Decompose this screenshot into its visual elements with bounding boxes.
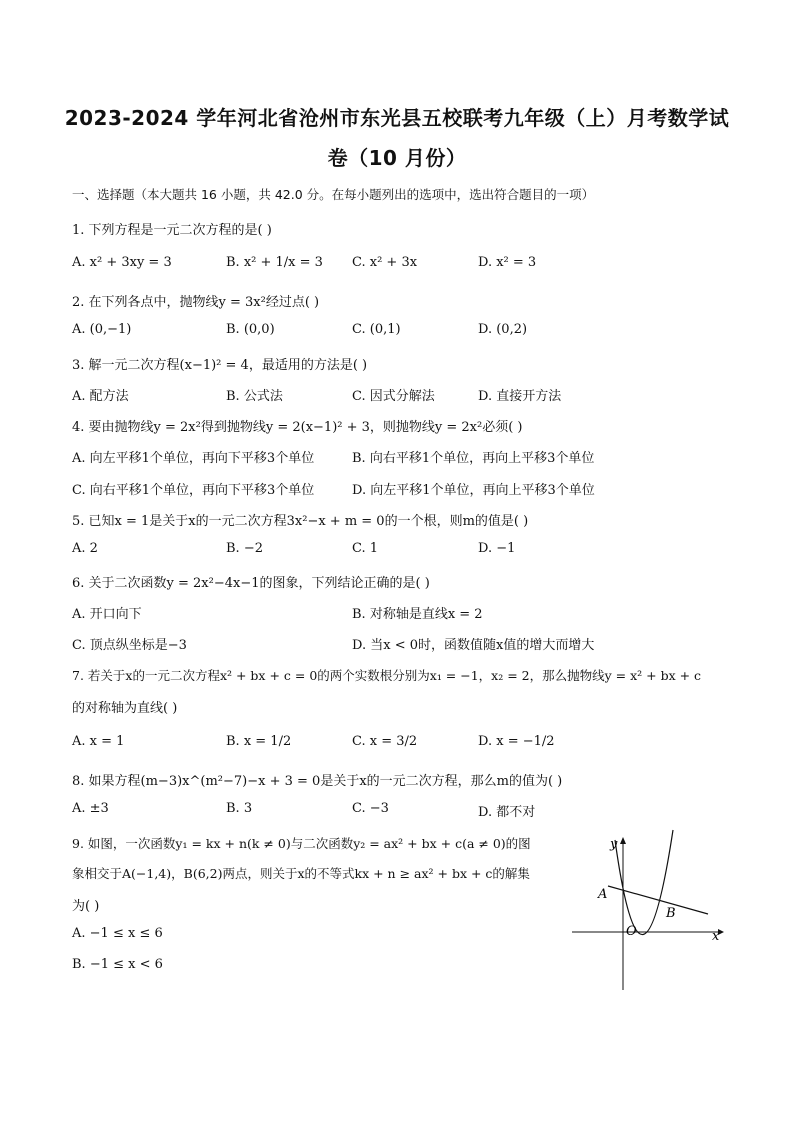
q6-option-d: D. 当x < 0时，函数值随x值的增大而增大 [352, 638, 595, 653]
question-9-cont1: 象相交于A(−1,4)，B(6,2)两点，则关于x的不等式kx + n ≥ ax² + bx + c的解集 [72, 866, 530, 881]
question-9: 9. 如图，一次函数y₁ = kx + n(k ≠ 0)与二次函数y₂ = ax² + bx + c(a ≠ 0)的图 [72, 836, 531, 851]
question-7-cont: 的对称轴为直线( ) [72, 701, 178, 716]
q8-option-c: C. −3 [352, 801, 389, 816]
q3-option-a: A. 配方法 [72, 389, 129, 404]
q7-option-d: D. x = −1/2 [478, 734, 555, 749]
question-2: 2. 在下列各点中，抛物线y = 3x²经过点( ) [72, 295, 320, 310]
q2-option-b: B. (0,0) [226, 322, 275, 337]
point-a-label: A [598, 887, 608, 902]
q5-option-d: D. −1 [478, 541, 516, 556]
q9-option-a: A. −1 ≤ x ≤ 6 [72, 926, 163, 941]
parabola-curve [615, 830, 673, 935]
q2-option-a: A. (0,−1) [72, 322, 132, 337]
q4-option-b: B. 向右平移1个单位，再向上平移3个单位 [352, 451, 595, 466]
q6-option-b: B. 对称轴是直线x = 2 [352, 607, 483, 622]
q9-option-b: B. −1 ≤ x < 6 [72, 957, 163, 972]
q4-option-c: C. 向右平移1个单位，再向下平移3个单位 [72, 483, 315, 498]
point-b-label: B [666, 906, 676, 921]
q9-graph-figure [570, 828, 750, 996]
q8-option-b: B. 3 [226, 801, 253, 816]
page-title-line2: 卷（10 月份） [327, 146, 467, 170]
question-3: 3. 解一元二次方程(x−1)² = 4，最适用的方法是( ) [72, 358, 368, 373]
q8-option-d: D. 都不对 [478, 805, 536, 820]
q5-option-b: B. −2 [226, 541, 263, 556]
x-axis-label: x [712, 929, 720, 944]
y-axis-label: y [610, 837, 618, 852]
q2-option-c: C. (0,1) [352, 322, 401, 337]
page-title-line1: 2023-2024 学年河北省沧州市东光县五校联考九年级（上）月考数学试 [64, 106, 730, 130]
question-1: 1. 下列方程是一元二次方程的是( ) [72, 223, 272, 238]
question-8: 8. 如果方程(m−3)x^(m²−7)−x + 3 = 0是关于x的一元二次方程，那么m的值为( ) [72, 774, 563, 789]
question-4: 4. 要由抛物线y = 2x²得到抛物线y = 2(x−1)² + 3，则抛物线y = 2x²必须( ) [72, 420, 523, 435]
q4-option-a: A. 向左平移1个单位，再向下平移3个单位 [72, 451, 315, 466]
q5-option-c: C. 1 [352, 541, 379, 556]
q6-option-c: C. 顶点纵坐标是−3 [72, 638, 187, 653]
question-7: 7. 若关于x的一元二次方程x² + bx + c = 0的两个实数根分别为x₁ = −1，x₂ = 2，那么抛物线y = x² + bx + c [72, 668, 702, 683]
q7-option-c: C. x = 3/2 [352, 734, 418, 749]
q1-option-b: B. x² + 1/x = 3 [226, 255, 323, 270]
q3-option-b: B. 公式法 [226, 389, 283, 404]
y-axis-arrow-icon [620, 837, 626, 844]
question-6: 6. 关于二次函数y = 2x²−4x−1的图象，下列结论正确的是( ) [72, 576, 430, 591]
q3-option-d: D. 直接开方法 [478, 389, 562, 404]
q1-option-a: A. x² + 3xy = 3 [72, 255, 172, 270]
q6-option-a: A. 开口向下 [72, 607, 142, 622]
q3-option-c: C. 因式分解法 [352, 389, 435, 404]
q1-option-c: C. x² + 3x [352, 255, 418, 270]
section-header: 一、选择题（本大题共 16 小题，共 42.0 分。在每小题列出的选项中，选出符合题目的一项） [72, 187, 595, 202]
q1-option-d: D. x² = 3 [478, 255, 537, 270]
origin-label: O [626, 924, 637, 939]
q8-option-a: A. ±3 [72, 801, 109, 816]
q4-option-d: D. 向左平移1个单位，再向上平移3个单位 [352, 483, 595, 498]
q5-option-a: A. 2 [72, 541, 98, 556]
q7-option-a: A. x = 1 [72, 734, 125, 749]
q7-option-b: B. x = 1/2 [226, 734, 292, 749]
question-5: 5. 已知x = 1是关于x的一元二次方程3x²−x + m = 0的一个根，则m的值是( ) [72, 514, 529, 529]
q2-option-d: D. (0,2) [478, 322, 528, 337]
question-9-cont2: 为( ) [72, 899, 100, 914]
